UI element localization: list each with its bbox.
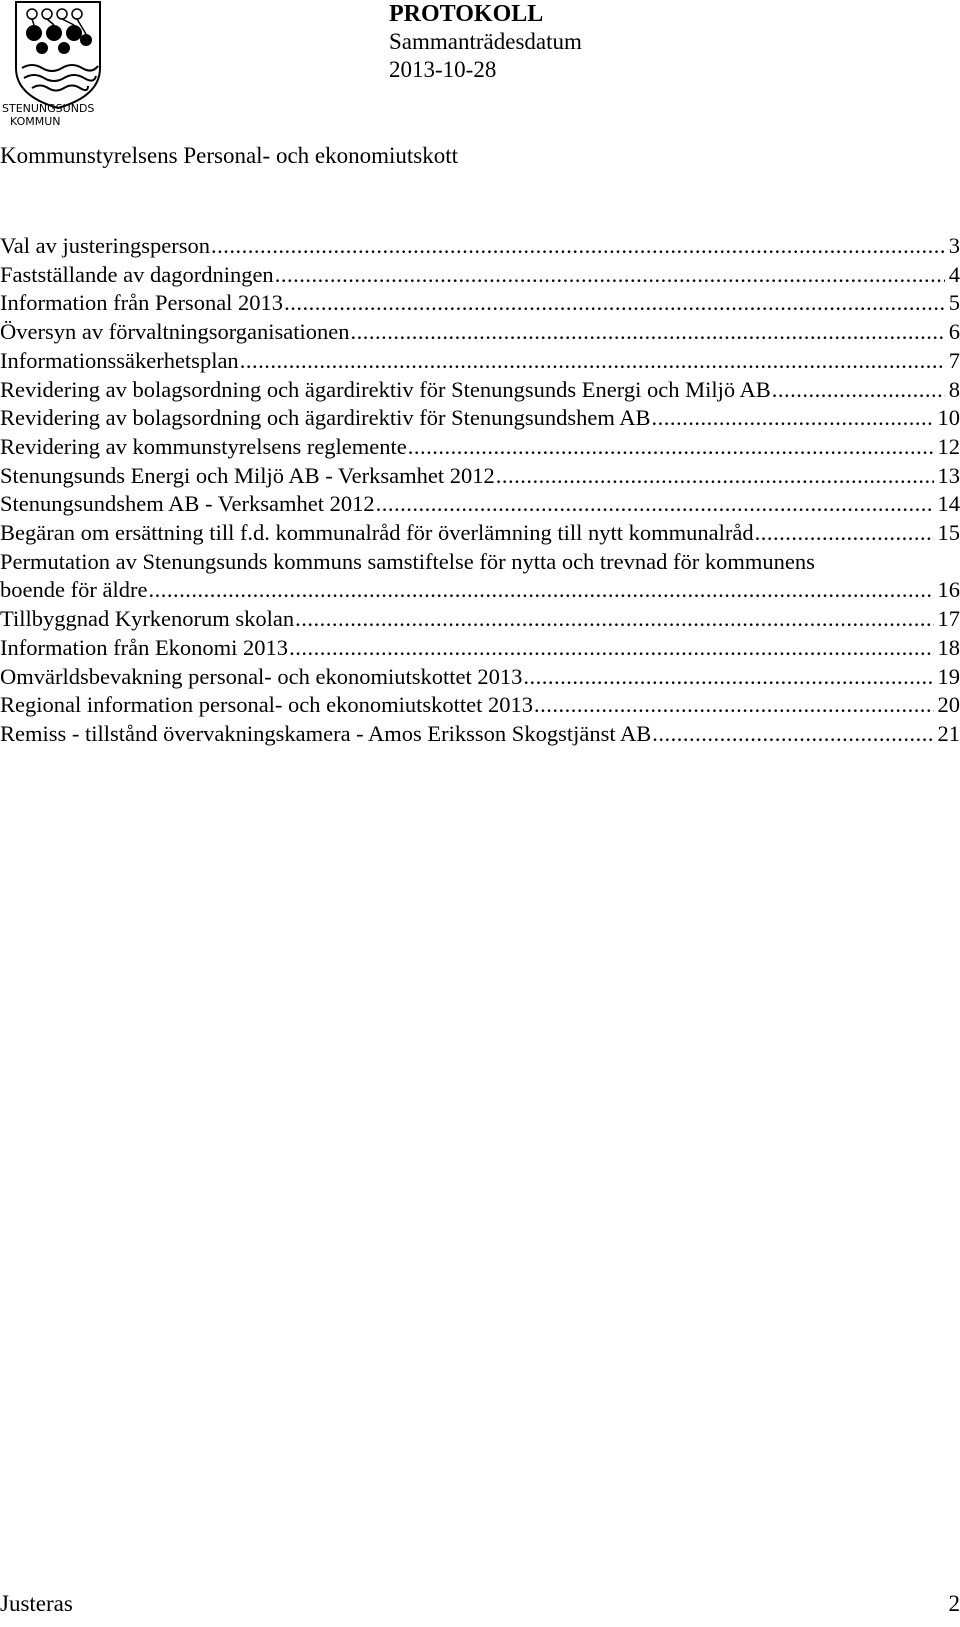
toc-entry[interactable] [0, 691, 960, 720]
toc-entry-first-line[interactable] [0, 548, 960, 577]
toc-entry-page: 5 [948, 290, 960, 316]
toc-entry-title: Tillbyggnad Kyrkenorum skolan [0, 606, 295, 632]
toc-entry-title: Remiss - tillstånd övervakningskamera - Amos Eriksson Skogstjänst AB [0, 720, 652, 746]
toc-entry[interactable] [0, 347, 960, 376]
toc-entry-title: Val av justeringsperson [0, 233, 210, 258]
toc-entry-page: 7 [948, 347, 960, 373]
toc-leader-dots [534, 691, 933, 720]
toc-entry-title: Revidering av kommunstyrelsens reglemente [0, 433, 407, 459]
footer-page-number: 2 [948, 1591, 960, 1616]
toc-entry-title: Begäran om ersättning till f.d. kommunalråd för överlämning till nytt kommunalråd [0, 520, 754, 546]
toc-entry[interactable] [0, 232, 960, 261]
toc-entry[interactable] [0, 605, 960, 634]
toc-entry-title: Regional information personal- och ekonomiutskottet 2013 [0, 692, 534, 718]
toc-entry-page: 6 [948, 319, 960, 345]
toc-entry-title: Revidering av bolagsordning och ägardirektiv för Stenungsundshem AB [0, 405, 651, 431]
toc-leader-dots [496, 462, 934, 491]
toc-entry-title-line1: Permutation av Stenungsunds kommuns samstiftelse för nytta och trevnad för kommunens [0, 548, 815, 574]
meeting-date-label: Sammanträdesdatum [389, 29, 582, 54]
toc-entry-page: 15 [937, 520, 960, 546]
toc-leader-dots [148, 576, 933, 605]
toc-entry[interactable] [0, 663, 960, 692]
toc-leader-dots [408, 433, 934, 462]
toc-entry[interactable] [0, 634, 960, 663]
toc-entry-page: 3 [948, 233, 960, 258]
toc-entry[interactable] [0, 376, 960, 405]
toc-leader-dots [652, 404, 934, 433]
logo-text-line2: KOMMUN [10, 115, 61, 128]
toc-leader-dots [284, 289, 945, 318]
toc-entry-page: 12 [937, 433, 960, 459]
toc-entry-title: Information från Personal 2013 [0, 290, 284, 316]
toc-entry-title: Revidering av bolagsordning och ägardirektiv för Stenungsunds Energi och Miljö AB [0, 376, 771, 402]
toc-entry[interactable] [0, 261, 960, 290]
toc-entry[interactable] [0, 404, 960, 433]
toc-leader-dots [351, 318, 945, 347]
toc-entry[interactable] [0, 462, 960, 491]
toc-leader-dots [289, 634, 933, 663]
meeting-date-value: 2013-10-28 [389, 57, 497, 82]
toc-entry-title: Fastställande av dagordningen [0, 261, 274, 287]
toc-leader-dots [240, 347, 945, 376]
toc-entry-page: 18 [937, 634, 960, 660]
toc-entry[interactable] [0, 289, 960, 318]
protocol-header [389, 0, 582, 84]
table-of-contents [0, 232, 960, 749]
toc-leader-dots [652, 720, 933, 749]
toc-entry-page: 21 [937, 720, 960, 746]
toc-entry-title: Stenungsunds Energi och Miljö AB - Verksamhet 2012 [0, 462, 495, 488]
toc-entry-page: 8 [948, 376, 960, 402]
toc-entry[interactable] [0, 318, 960, 347]
toc-entry-page: 19 [937, 663, 960, 689]
toc-entry-title: Informationssäkerhetsplan [0, 347, 239, 373]
toc-entry-page: 16 [937, 577, 960, 603]
toc-entry-page: 17 [937, 606, 960, 632]
toc-entry[interactable] [0, 720, 960, 749]
protocol-title: PROTOKOLL [389, 1, 544, 27]
footer-justeras-label: Justeras [0, 1591, 73, 1616]
toc-leader-dots [523, 663, 933, 692]
toc-leader-dots [275, 261, 945, 290]
toc-entry-title: Översyn av förvaltningsorganisationen [0, 319, 350, 345]
toc-entry-title: Information från Ekonomi 2013 [0, 634, 289, 660]
toc-leader-dots [211, 232, 945, 261]
toc-entry-page: 14 [937, 491, 960, 517]
logo-text-line1: STENUNGSUNDS [2, 102, 95, 115]
committee-name: Kommunstyrelsens Personal- och ekonomiutskott [0, 143, 459, 168]
toc-leader-dots [376, 490, 934, 519]
toc-entry[interactable] [0, 576, 960, 605]
toc-entry-title: Stenungsundshem AB - Verksamhet 2012 [0, 491, 375, 517]
toc-leader-dots [295, 605, 933, 634]
toc-entry-page: 10 [937, 405, 960, 431]
toc-entry-page: 20 [937, 692, 960, 718]
toc-leader-dots [755, 519, 934, 548]
toc-entry[interactable] [0, 433, 960, 462]
stenungsund-coat-of-arms-logo [2, 0, 120, 130]
toc-entry[interactable] [0, 519, 960, 548]
toc-entry-title: Omvärldsbevakning personal- och ekonomiutskottet 2013 [0, 663, 523, 689]
toc-entry-page: 4 [948, 261, 960, 287]
toc-entry-title: boende för äldre [0, 577, 148, 603]
toc-entry[interactable] [0, 490, 960, 519]
toc-leader-dots [772, 376, 945, 405]
toc-entry-page: 13 [937, 462, 960, 488]
